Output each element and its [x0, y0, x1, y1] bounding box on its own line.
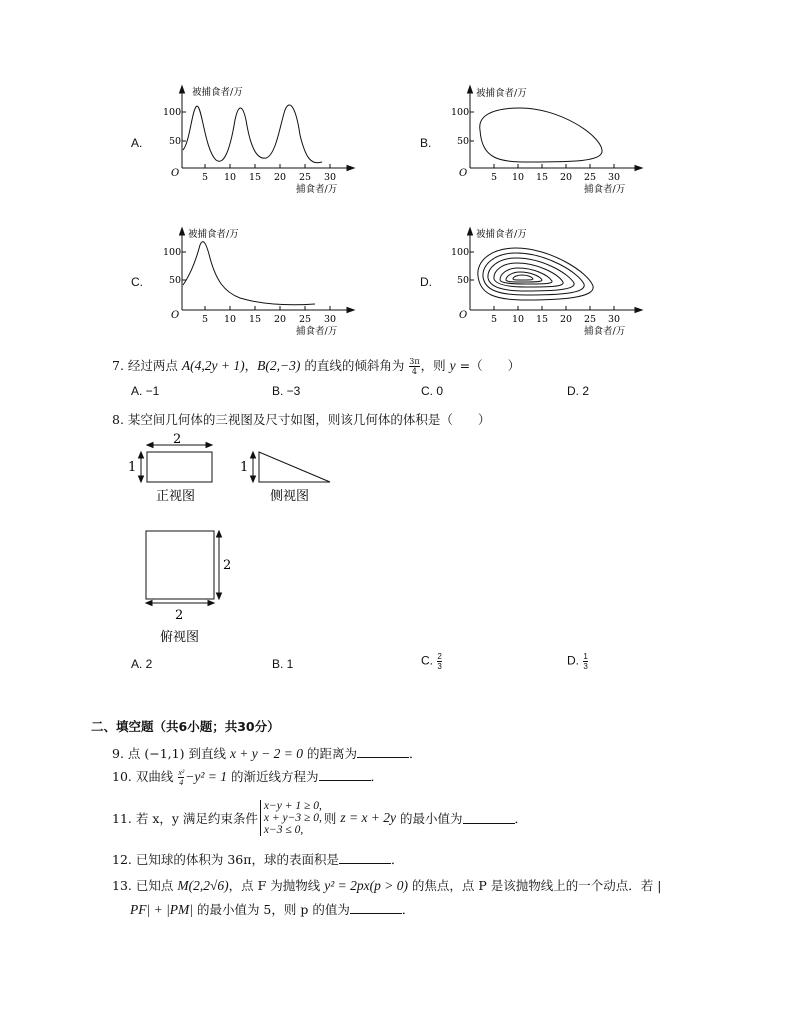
graph-b-xtick: 10: [512, 172, 525, 183]
graph-a-xtick: 15: [249, 172, 262, 183]
q9: 9. 点 (−1,1) 到直线 x + y − 2 = 0 的距离为 ．: [112, 746, 422, 761]
graph-a-label: A.: [131, 136, 143, 150]
graph-d-xtick: 15: [536, 314, 549, 325]
graph-b-xtick: 15: [536, 172, 549, 183]
q10-answer-blank[interactable]: [319, 769, 371, 781]
q7-option-c[interactable]: C. 0: [421, 384, 444, 398]
graph-b-xtick: 5: [491, 172, 498, 183]
graph-a-origin: O: [171, 168, 180, 179]
q8-stem: 8. 某空间几何体的三视图及尺寸如图，则该几何体的体积是（ ）: [112, 412, 491, 427]
graph-b-ytick-100: 100: [451, 107, 470, 118]
q11-answer-blank[interactable]: [463, 812, 515, 824]
q9-answer-blank[interactable]: [357, 746, 409, 758]
graph-c-label: C.: [131, 275, 143, 289]
graph-b: [450, 80, 650, 198]
q8-top-label: 俯视图: [160, 630, 200, 645]
graph-a-xtick: 5: [202, 172, 209, 183]
q8-top-view: [135, 525, 245, 650]
graph-b-ytick-50: 50: [457, 136, 470, 147]
q13-answer-blank[interactable]: [350, 902, 402, 914]
graph-d-origin: O: [459, 310, 468, 321]
q8-option-a[interactable]: A. 2: [131, 657, 153, 671]
graph-d-xtick: 20: [560, 314, 573, 325]
section-title: 二、填空题（共6小题；共30分）: [91, 719, 280, 734]
graph-d-xlabel: 捕食者/万: [584, 326, 626, 337]
graph-a-xtick: 20: [274, 172, 287, 183]
q11-constraints: x−y + 1 ≥ 0, x + y−3 ≥ 0, x−3 ≤ 0,: [260, 800, 322, 836]
graph-a-xtick: 10: [224, 172, 237, 183]
graph-a-xtick: 25: [299, 172, 312, 183]
q8-front-width: 2: [173, 432, 182, 447]
q8-top-height: 2: [223, 558, 232, 573]
q13-line1: 13. 已知点 M(2,2√6)，点 F 为抛物线 y² = 2px(p > 0) 的焦点，点 P 是该抛物线上的一个动点．若 |: [112, 878, 662, 893]
q12-answer-blank[interactable]: [339, 852, 391, 864]
q8-option-d[interactable]: D. $\frac{1}{3}$: [567, 652, 588, 671]
graph-a-ytick-50: 50: [169, 136, 182, 147]
graph-b-xtick: 20: [560, 172, 573, 183]
q13-line2: PF| + |PM| 的最小值为 5，则 p 的值为 ．: [130, 902, 415, 917]
q8-side-label: 侧视图: [270, 489, 310, 504]
graph-c-xtick: 30: [324, 314, 337, 325]
q8-side-height: 1: [240, 460, 249, 475]
q8-top-width: 2: [175, 608, 184, 623]
graph-a-ylabel: 被捕食者/万: [192, 87, 243, 98]
graph-d-xtick: 5: [491, 314, 498, 325]
graph-b-label: B.: [420, 136, 432, 150]
graph-a-xtick: 30: [324, 172, 337, 183]
graph-d: [450, 220, 650, 338]
graph-d-ylabel: 被捕食者/万: [476, 229, 527, 240]
graph-d-label: D.: [420, 275, 432, 289]
q8-front-side-views: [122, 430, 362, 510]
graph-c-xtick: 20: [274, 314, 287, 325]
q7-option-d[interactable]: D. 2: [567, 384, 590, 398]
graph-d-ytick-50: 50: [457, 275, 470, 286]
graph-c-ytick-100: 100: [163, 247, 182, 258]
graph-d-ytick-100: 100: [451, 247, 470, 258]
q7-option-a[interactable]: A. −1: [131, 384, 160, 398]
graph-c-xlabel: 捕食者/万: [296, 326, 338, 337]
q7-angle-fraction: $\frac{3\pi}{4}$: [409, 357, 420, 376]
q8-option-c[interactable]: C. $\frac{2}{3}$: [421, 652, 442, 671]
graph-c-ylabel: 被捕食者/万: [188, 229, 239, 240]
graph-c-xtick: 10: [224, 314, 237, 325]
q11: 11. 若 x，y 满足约束条件 x−y + 1 ≥ 0, x + y−3 ≥ 0, x−3 ≤ 0, 则 z = x + 2y 的最小值为 ．: [112, 800, 528, 836]
graph-b-xtick: 30: [608, 172, 621, 183]
graph-d-xtick: 10: [512, 314, 525, 325]
q12: 12. 已知球的体积为 36π，球的表面积是 ．: [112, 852, 404, 867]
q8-front-label: 正视图: [156, 489, 196, 504]
graph-c-ytick-50: 50: [169, 275, 182, 286]
graph-b-origin: O: [459, 168, 468, 179]
graph-b-xtick: 25: [584, 172, 597, 183]
graph-a-ytick-100: 100: [163, 107, 182, 118]
q7-stem: 7. 经过两点 A(4,2y + 1)，B(2,−3) 的直线的倾斜角为 $\frac{3\pi}{4}$ ，则 y =（ ）: [112, 357, 521, 376]
q10: 10. 双曲线 $\frac{\text{x²}}{4}$ −y² = 1 的渐近线方程为 ．: [112, 768, 384, 787]
q7-option-b[interactable]: B. −3: [272, 384, 301, 398]
graph-a-xlabel: 捕食者/万: [296, 184, 338, 195]
q8-front-height: 1: [128, 460, 137, 475]
graph-d-xtick: 30: [608, 314, 621, 325]
graph-b-xlabel: 捕食者/万: [584, 184, 626, 195]
graph-c-xtick: 15: [249, 314, 262, 325]
graph-c: [160, 220, 360, 338]
graph-c-origin: O: [171, 310, 180, 321]
graph-d-xtick: 25: [584, 314, 597, 325]
q8-option-b[interactable]: B. 1: [272, 657, 294, 671]
graph-c-xtick: 25: [299, 314, 312, 325]
graph-a: [160, 80, 360, 198]
graph-b-ylabel: 被捕食者/万: [476, 88, 527, 99]
graph-c-xtick: 5: [202, 314, 209, 325]
